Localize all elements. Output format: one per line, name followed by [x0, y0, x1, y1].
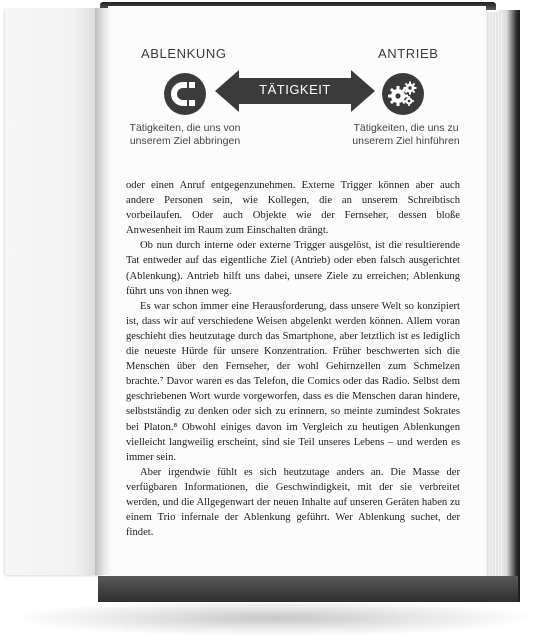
diagram-label-ablenkung: ABLENKUNG: [141, 46, 227, 61]
body-text: [126, 178, 460, 540]
caption-ablenkung: Tätigkeiten, die uns von unserem Ziel abbringen: [129, 122, 241, 147]
paragraph: Ob nun durch interne oder externe Trigger ausgelöst, ist die resultierende Tat entweder auf das eigentliche Ziel (Antrieb) oder eben falsch ausgerichtet (Ablenkung). Antrieb hilft uns dabei, unsere Ziele zu erreichen; Ablenkung führt uns von ihnen weg.: [126, 240, 460, 297]
arrow-label-taetigkeit: TÄTIGKEIT: [259, 82, 331, 97]
magnet-icon: [164, 73, 206, 115]
paragraph: Aber irgendwie fühlt es sich heutzutage anders an. Die Masse der verfügbaren Informationen, die Geschwindigkeit, mit der sie verbreitet werden, und die Allgegenwart der neuen Inhalte auf unseren Geräten haben zu einem Trio infernale der Ablenkung geführt. Wer Ablenkung suchet, der findet.: [126, 466, 460, 539]
paragraph: oder einen Anruf entgegenzunehmen. Externe Trigger können aber auch andere Personen sein, wie Kollegen, die an unserem Schreibtisch vorbeilaufen. Oder auch Objekte wie der Fernseher, dessen bloße Anwesenheit im Raum zum Einschalten drängt.: [126, 180, 460, 237]
diagram-label-antrieb: ANTRIEB: [378, 46, 439, 61]
page-edges: [486, 12, 502, 576]
caption-antrieb: Tätigkeiten, die uns zu unserem Ziel hinführen: [352, 122, 460, 147]
book-shadow: [14, 600, 534, 636]
book-cover-bottom: [98, 576, 518, 602]
gears-icon: [382, 73, 424, 115]
paragraph: Es war schon immer eine Herausforderung, dass unsere Welt so konzipiert ist, dass wir auf verschiedene Weisen abgelenkt werden können. Allem voran geschieht dies heutzutage durch das Smartphone, aber letztlich ist es lediglich die neueste Hürde für unsere Konzentration. Früher beschwerten sich die Menschen über den Fernseher, der wohl Gehirnzellen zum Schmelzen brachte.⁷ Davor waren es das Telefon, die Comics oder das Radio. Selbst dem geschriebenen Wort wurde vorgeworfen, dass es die Menschen daran hindere, selbstständig zu denken oder sich zu erinnern, so meinte zumindest Sokrates bei Platon.⁸ Obwohl einiges davon im Vergleich zu heutigen Ablenkungen vielleicht langweilig erscheint, sind sie Teil unseres Lebens – und werden es immer sein.: [126, 300, 460, 463]
book-gutter: [95, 8, 111, 575]
left-page: [5, 8, 103, 575]
